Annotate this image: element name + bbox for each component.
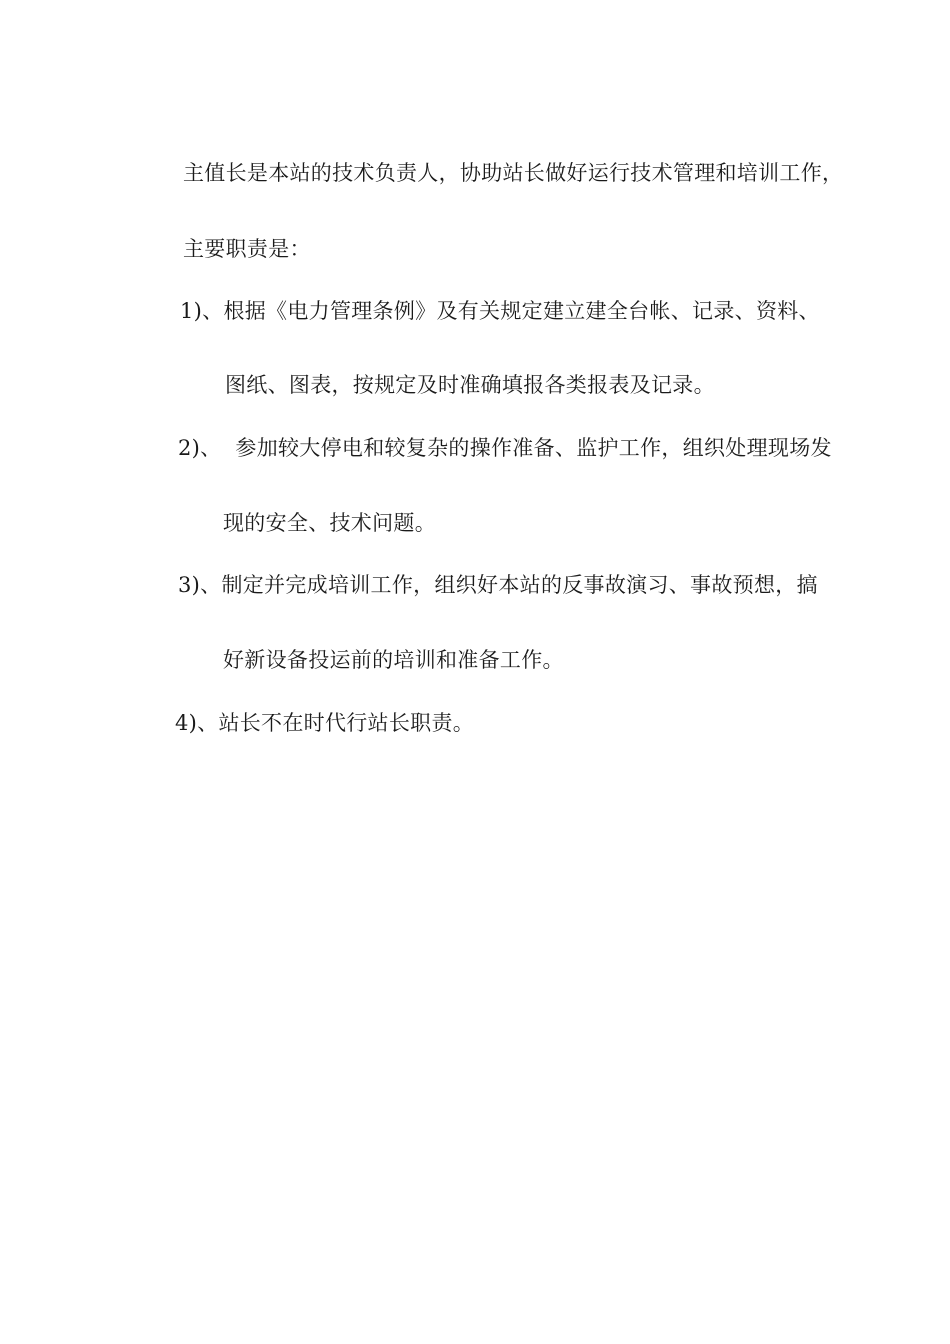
duty-item-1-line-1: 1)、根据《电力管理条例》及有关规定建立建全台帐、记录、资料、 <box>180 299 820 323</box>
duty-item-2-line-1: 2)、 参加较大停电和较复杂的操作准备、监护工作，组织处理现场发 <box>178 436 832 460</box>
duty-item-3-line-1: 3)、制定并完成培训工作，组织好本站的反事故演习、事故预想，搞 <box>178 573 818 597</box>
duty-item-4-line-1: 4)、站长不在时代行站长职责。 <box>175 711 475 735</box>
duty-item-1-line-2: 图纸、图表，按规定及时准确填报各类报表及记录。 <box>225 373 715 397</box>
duty-item-2-line-2: 现的安全、技术问题。 <box>223 511 436 535</box>
intro-paragraph-line-1: 主值长是本站的技术负责人，协助站长做好运行技术管理和培训工作， <box>183 161 844 185</box>
duty-item-3-line-2: 好新设备投运前的培训和准备工作。 <box>223 648 564 672</box>
intro-paragraph-line-2: 主要职责是： <box>183 237 311 261</box>
